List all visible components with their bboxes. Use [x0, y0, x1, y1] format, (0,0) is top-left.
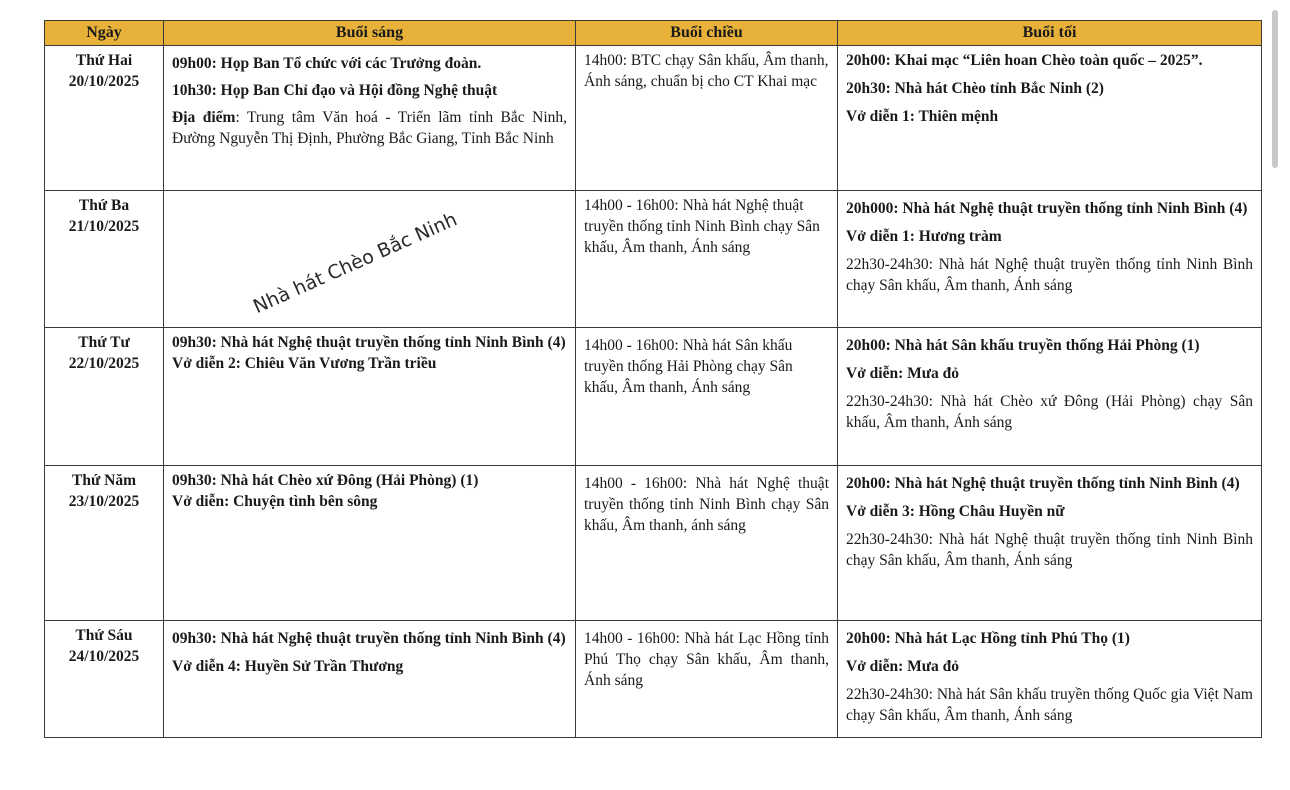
day-date: 23/10/2025	[68, 493, 140, 510]
morning-line: 09h30: Nhà hát Nghệ thuật truyền thống tỉnh Ninh Bình (4)	[172, 630, 566, 647]
day-name: Thứ Năm	[72, 472, 136, 489]
day-name: Thứ Ba	[78, 197, 130, 214]
header-day: Ngày	[45, 21, 164, 46]
evening-line: 20h000: Nhà hát Nghệ thuật truyền thống tỉnh Ninh Bình (4)	[846, 200, 1248, 217]
evening-line: Vở diễn: Mưa đỏ	[846, 365, 960, 382]
afternoon-cell	[576, 621, 838, 738]
afternoon-cell	[576, 191, 838, 328]
evening-line: 22h30-24h30: Nhà hát Nghệ thuật truyền thống tỉnh Ninh Bình chạy Sân khấu, Âm thanh, Ánh sáng	[846, 256, 1253, 294]
morning-line: 10h30: Họp Ban Chỉ đạo và Hội đồng Nghệ thuật	[172, 82, 498, 99]
morning-line: Vở diễn: Chuyện tình bên sông	[172, 493, 378, 510]
evening-line: 20h00: Nhà hát Sân khấu truyền thống Hải Phòng (1)	[846, 337, 1200, 354]
evening-line: 22h30-24h30: Nhà hát Sân khấu truyền thống Quốc gia Việt Nam chạy Sân khấu, Âm thanh, Ánh sáng	[846, 686, 1253, 724]
morning-line: Vở diễn 2: Chiêu Văn Vương Trần triều	[172, 355, 437, 372]
evening-cell	[838, 46, 1262, 191]
vertical-scrollbar[interactable]	[1272, 10, 1278, 168]
location-text: : Trung tâm Văn hoá - Triển lãm tỉnh Bắc Ninh, Đường Nguyễn Thị Định, Phường Bắc Giang, Tỉnh Bắc Ninh	[172, 109, 567, 147]
evening-cell	[838, 328, 1262, 466]
evening-line: 20h30: Nhà hát Chèo tỉnh Bắc Ninh (2)	[846, 80, 1104, 97]
day-date: 20/10/2025	[68, 73, 140, 90]
morning-line: 09h30: Nhà hát Nghệ thuật truyền thống tỉnh Ninh Bình (4)	[172, 334, 566, 351]
evening-line: Vở diễn: Mưa đỏ	[846, 658, 960, 675]
schedule-table	[44, 20, 1262, 738]
afternoon-cell	[576, 328, 838, 466]
evening-line: Vở diễn 1: Hương tràm	[846, 228, 1002, 245]
table-row	[45, 46, 1262, 191]
location-label: Địa điểm	[172, 109, 236, 126]
afternoon-text: 14h00: BTC chạy Sân khấu, Âm thanh, Ánh sáng, chuẩn bị cho CT Khai mạc	[584, 52, 829, 90]
day-cell	[45, 621, 164, 738]
morning-line: Vở diễn 4: Huyền Sử Trần Thương	[172, 658, 404, 675]
afternoon-text: 14h00 - 16h00: Nhà hát Nghệ thuật truyền thống tỉnh Ninh Bình chạy Sân khấu, Âm thanh, Ánh sáng	[584, 197, 820, 256]
table-row	[45, 466, 1262, 621]
evening-cell	[838, 466, 1262, 621]
header-evening: Buổi tối	[838, 21, 1262, 46]
day-date: 24/10/2025	[68, 648, 140, 665]
day-name: Thứ Tư	[78, 334, 130, 351]
day-cell	[45, 466, 164, 621]
morning-cell	[164, 466, 576, 621]
day-cell	[45, 191, 164, 328]
evening-line: Vở diễn 3: Hồng Châu Huyền nữ	[846, 503, 1065, 520]
evening-line: 20h00: Khai mạc “Liên hoan Chèo toàn quốc – 2025”.	[846, 52, 1203, 69]
morning-cell	[164, 621, 576, 738]
evening-cell	[838, 621, 1262, 738]
evening-line: Vở diễn 1: Thiên mệnh	[846, 108, 999, 125]
morning-line: 09h00: Họp Ban Tổ chức với các Trưởng đoàn.	[172, 55, 482, 72]
day-cell	[45, 328, 164, 466]
afternoon-cell	[576, 466, 838, 621]
evening-cell	[838, 191, 1262, 328]
header-morning: Buổi sáng	[164, 21, 576, 46]
table-row	[45, 621, 1262, 738]
day-date: 22/10/2025	[68, 355, 140, 372]
handwritten-note: Nhà hát Chèo Bắc Ninh	[250, 208, 461, 319]
evening-line: 20h00: Nhà hát Lạc Hồng tỉnh Phú Thọ (1)	[846, 630, 1130, 647]
evening-line: 22h30-24h30: Nhà hát Nghệ thuật truyền thống tỉnh Ninh Bình chạy Sân khấu, Âm thanh, Ánh sáng	[846, 531, 1253, 569]
day-cell	[45, 46, 164, 191]
header-row	[45, 21, 1262, 46]
day-date: 21/10/2025	[68, 218, 140, 235]
evening-line: 20h00: Nhà hát Nghệ thuật truyền thống tỉnh Ninh Bình (4)	[846, 475, 1240, 492]
table-row	[45, 191, 1262, 328]
table-row	[45, 328, 1262, 466]
afternoon-text: 14h00 - 16h00: Nhà hát Sân khấu truyền thống Hải Phòng chạy Sân khấu, Âm thanh, Ánh sáng	[584, 337, 793, 396]
header-afternoon: Buổi chiều	[576, 21, 838, 46]
afternoon-cell	[576, 46, 838, 191]
afternoon-text: 14h00 - 16h00: Nhà hát Lạc Hồng tỉnh Phú Thọ chạy Sân khấu, Âm thanh, Ánh sáng	[584, 630, 829, 689]
day-name: Thứ Hai	[75, 52, 133, 69]
morning-cell	[164, 328, 576, 466]
morning-location	[172, 107, 567, 149]
evening-line: 22h30-24h30: Nhà hát Chèo xứ Đông (Hải Phòng) chạy Sân khấu, Âm thanh, Ánh sáng	[846, 393, 1253, 431]
morning-cell	[164, 46, 576, 191]
afternoon-text: 14h00 - 16h00: Nhà hát Nghệ thuật truyền thống tỉnh Ninh Bình chạy Sân khấu, Âm thanh, ánh sáng	[584, 475, 829, 534]
day-name: Thứ Sáu	[75, 627, 133, 644]
morning-line: 09h30: Nhà hát Chèo xứ Đông (Hải Phòng) (1)	[172, 472, 479, 489]
